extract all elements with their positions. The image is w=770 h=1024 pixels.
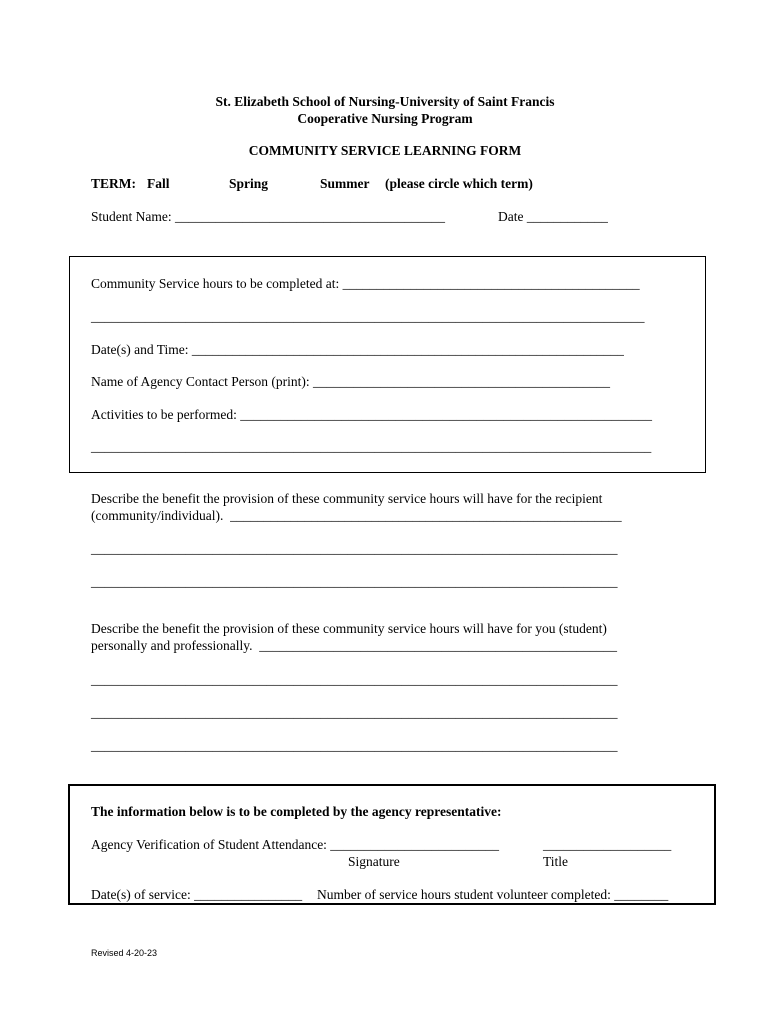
student-benefit-line[interactable]: ______________________________________________________________________________ xyxy=(91,738,618,753)
student-benefit-line[interactable]: ______________________________________________________________________________ xyxy=(91,672,618,687)
program-name: Cooperative Nursing Program xyxy=(297,111,473,126)
recipient-benefit-prompt: Describe the benefit the provision of these community service hours will have for the recipient xyxy=(91,491,603,506)
school-name: St. Elizabeth School of Nursing-University of Saint Francis xyxy=(215,94,555,109)
term-label: TERM: xyxy=(91,176,136,191)
recipient-benefit-line[interactable]: ______________________________________________________________________________ xyxy=(91,574,618,589)
agency-contact-field[interactable]: Name of Agency Contact Person (print): ____________________________________________ xyxy=(91,374,610,389)
service-location-continuation-line[interactable]: __________________________________________________________________________________ xyxy=(91,309,645,324)
term-summer-option[interactable]: Summer xyxy=(320,176,370,191)
dates-time-field[interactable]: Date(s) and Time: ________________________________________________________________ xyxy=(91,342,624,357)
agency-heading: The information below is to be completed by the agency representative: xyxy=(91,804,502,819)
signature-caption: Signature xyxy=(348,854,400,869)
date-field[interactable]: Date ____________ xyxy=(498,209,608,224)
term-fall-option[interactable]: Fall xyxy=(147,176,170,191)
attendance-signature-field[interactable]: Agency Verification of Student Attendance: _________________________ xyxy=(91,837,500,852)
service-location-field[interactable]: Community Service hours to be completed at: ____________________________________________ xyxy=(91,276,640,291)
form-title: COMMUNITY SERVICE LEARNING FORM xyxy=(248,143,522,158)
service-dates-field[interactable]: Date(s) of service: ________________ xyxy=(91,887,303,902)
recipient-benefit-line[interactable]: ______________________________________________________________________________ xyxy=(91,541,618,556)
activities-field[interactable]: Activities to be performed: _____________________________________________________________ xyxy=(91,407,652,422)
student-name-field[interactable]: Student Name: ________________________________________ xyxy=(91,209,445,224)
term-spring-option[interactable]: Spring xyxy=(229,176,269,191)
activities-continuation-line[interactable]: ___________________________________________________________________________________ xyxy=(91,439,652,454)
student-benefit-field[interactable]: personally and professionally. _____________________________________________________ xyxy=(91,638,617,653)
service-hours-field[interactable]: Number of service hours student volunteer completed: ________ xyxy=(317,887,669,902)
term-instruction: (please circle which term) xyxy=(385,176,533,191)
student-benefit-prompt: Describe the benefit the provision of these community service hours will have for you (student) xyxy=(91,621,607,636)
student-benefit-line[interactable]: ______________________________________________________________________________ xyxy=(91,705,618,720)
recipient-benefit-field[interactable]: (community/individual). __________________________________________________________ xyxy=(91,508,622,523)
title-caption: Title xyxy=(543,854,569,869)
agency-title-field[interactable]: ___________________ xyxy=(543,837,672,852)
revised-date: Revised 4-20-23 xyxy=(91,948,158,958)
